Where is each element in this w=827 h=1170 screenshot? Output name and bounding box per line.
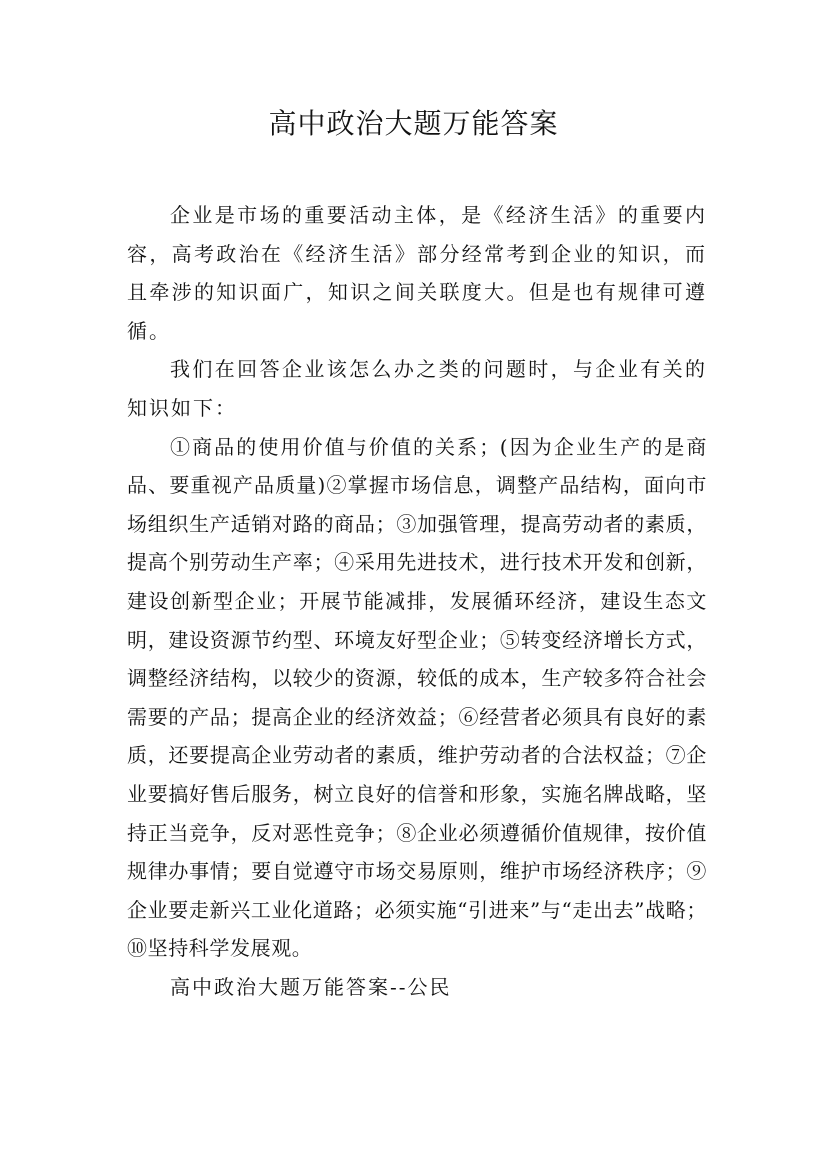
document-body bbox=[127, 196, 707, 1006]
document-title: 高中政治大题万能答案 bbox=[268, 107, 559, 140]
intro-paragraph: 企业是市场的重要活动主体，是《经济生活》的重要内容，高考政治在《经济生活》部分经常考到企业的知识，而且牵涉的知识面广，知识之间关联度大。但是也有规律可遵循。 bbox=[127, 203, 707, 343]
section-heading-citizen: 高中政治大题万能答案--公民 bbox=[170, 974, 452, 999]
knowledge-list-paragraph: ①商品的使用价值与价值的关系；(因为企业生产的是商品、要重视产品质量)②掌握市场信息，调整产品结构，面向市场组织生产适销对路的商品；③加强管理，提高劳动者的素质，提高个别劳动生产率；④采用先进技术，进行技术开发和创新，建设创新型企业；开展节能减排，发展循环经济，建设生态文明，建设资源节约型、环境友好型企业；⑤转变经济增长方式，调整经济结构，以较少的资源，较低的成本，生产较多符合社会需要的产品；提高企业的经济效益；⑥经营者必须具有良好的素质，还要提高企业劳动者的素质，维护劳动者的合法权益；⑦企业要搞好售后服务，树立良好的信誉和形象，实施名牌战略，坚持正当竞争，反对恶性竞争；⑧企业必须遵循价值规律，按价值规律办事情；要自觉遵守市场交易原则，维护市场经济秩序；⑨企业要走新兴工业化道路；必须实施“引进来”与“走出去”战略；⑩坚持科学发展观。 bbox=[127, 434, 707, 961]
question-paragraph: 我们在回答企业该怎么办之类的问题时，与企业有关的知识如下： bbox=[127, 357, 707, 420]
